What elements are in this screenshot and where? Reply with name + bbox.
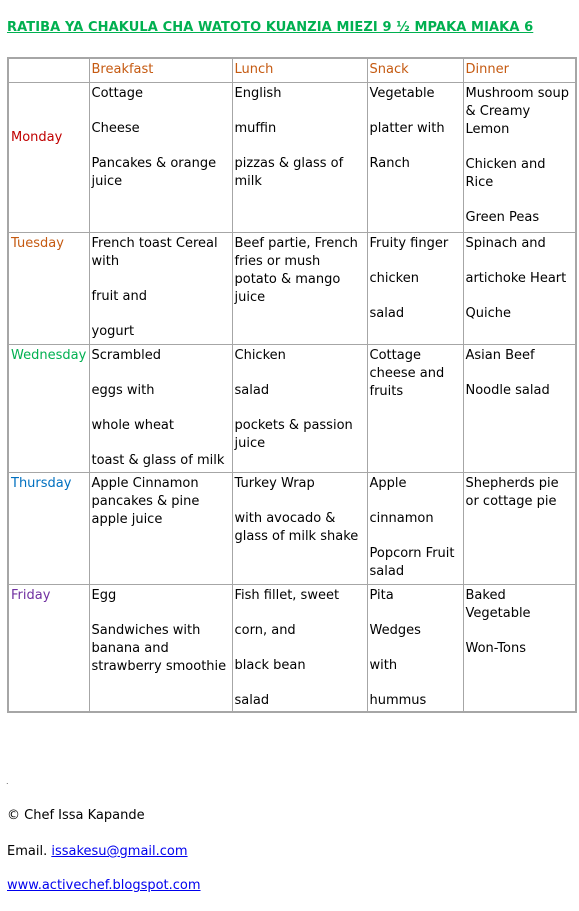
line-gap xyxy=(92,271,230,288)
meal-line: salad xyxy=(369,305,405,321)
meal-line: Ranch xyxy=(369,155,410,171)
line-gap xyxy=(466,623,574,640)
cell-dinner xyxy=(463,472,576,584)
table-row xyxy=(8,472,576,584)
day-name: Monday xyxy=(11,129,63,145)
line-gap xyxy=(370,528,461,545)
meal-line: Apple Cinnamon pancakes & pine apple juice xyxy=(91,475,200,527)
meal-line: Chicken and Rice xyxy=(465,156,546,190)
meal-line: Pancakes & orange juice xyxy=(91,155,217,189)
line-gap xyxy=(235,605,365,622)
meal-line: Egg xyxy=(91,587,117,603)
meal-line: Vegetable xyxy=(369,85,435,101)
meal-line: Popcorn Fruit salad xyxy=(369,545,455,579)
cell-lunch xyxy=(232,584,367,712)
meal-line: Quiche xyxy=(465,305,511,321)
meal-line: Chicken xyxy=(234,347,286,363)
line-gap xyxy=(92,138,230,155)
line-gap xyxy=(370,288,461,305)
email-link[interactable]: issakesu@gmail.com xyxy=(51,844,188,859)
cell-snack xyxy=(367,82,463,232)
day-label-monday xyxy=(8,82,89,232)
table-row xyxy=(8,584,576,712)
line-gap xyxy=(466,192,574,209)
meal-line: Fruity finger xyxy=(369,235,449,251)
day-name: Wednesday xyxy=(11,347,87,363)
cell-dinner xyxy=(463,344,576,472)
day-label-thursday xyxy=(8,472,89,584)
line-gap xyxy=(235,103,365,120)
meal-line: salad xyxy=(234,692,270,708)
line-gap xyxy=(370,640,461,657)
cell-snack xyxy=(367,232,463,344)
meal-line: whole wheat xyxy=(91,417,175,433)
header-snack: Snack xyxy=(367,58,463,82)
cell-snack xyxy=(367,584,463,712)
line-gap xyxy=(235,640,365,657)
line-gap xyxy=(92,400,230,417)
meal-line: Sandwiches with banana and strawberry smoothie xyxy=(91,622,227,674)
meal-line: Beef partie, French fries or mush potato & mango juice xyxy=(234,235,358,305)
cell-dinner xyxy=(463,584,576,712)
line-gap xyxy=(370,493,461,510)
meal-line: Won-Tons xyxy=(465,640,526,656)
meal-line: Baked Vegetable xyxy=(465,587,531,621)
header-corner xyxy=(8,58,89,82)
meal-line: Pita xyxy=(369,587,394,603)
stray-dot: . xyxy=(6,777,9,786)
meal-line: Scrambled xyxy=(91,347,161,363)
table-row xyxy=(8,82,576,232)
cell-breakfast xyxy=(89,584,232,712)
line-gap xyxy=(92,605,230,622)
meal-line: Turkey Wrap xyxy=(234,475,315,491)
line-gap xyxy=(235,675,365,692)
meal-line: Wedges xyxy=(369,622,421,638)
header-dinner: Dinner xyxy=(463,58,576,82)
copyright-text: © Chef Issa Kapande xyxy=(7,808,145,823)
meal-line: pockets & passion juice xyxy=(234,417,353,451)
meal-line: English xyxy=(234,85,282,101)
cell-lunch xyxy=(232,82,367,232)
meal-line: cinnamon xyxy=(369,510,434,526)
day-label-tuesday xyxy=(8,232,89,344)
meal-line: Green Peas xyxy=(465,209,540,225)
line-gap xyxy=(235,400,365,417)
line-gap xyxy=(92,435,230,452)
header-breakfast: Breakfast xyxy=(89,58,232,82)
line-gap xyxy=(466,253,574,270)
meal-line: pizzas & glass of milk xyxy=(234,155,344,189)
meal-line: Cottage cheese and fruits xyxy=(369,347,445,399)
line-gap xyxy=(466,288,574,305)
meal-line: Cheese xyxy=(91,120,140,136)
website-link[interactable]: www.activechef.blogspot.com xyxy=(7,878,201,893)
meal-line: corn, and xyxy=(234,622,296,638)
meal-line: yogurt xyxy=(91,323,135,339)
cell-snack xyxy=(367,472,463,584)
line-gap xyxy=(92,306,230,323)
meal-schedule-table xyxy=(7,57,577,713)
meal-line: with avocado & glass of milk shake xyxy=(234,510,359,544)
line-gap xyxy=(466,365,574,382)
cell-breakfast xyxy=(89,472,232,584)
meal-line: artichoke Heart xyxy=(465,270,567,286)
meal-line: Asian Beef xyxy=(465,347,535,363)
day-name: Thursday xyxy=(11,475,72,491)
meal-line: black bean xyxy=(234,657,306,673)
line-gap xyxy=(370,138,461,155)
meal-line: Noodle salad xyxy=(465,382,550,398)
line-gap xyxy=(370,103,461,120)
cell-lunch xyxy=(232,344,367,472)
line-gap xyxy=(370,675,461,692)
line-gap xyxy=(92,103,230,120)
meal-line: fruit and xyxy=(91,288,147,304)
cell-dinner xyxy=(463,232,576,344)
day-name: Tuesday xyxy=(11,235,64,251)
meal-line: hummus xyxy=(369,692,427,708)
meal-line: muffin xyxy=(234,120,277,136)
meal-line: platter with xyxy=(369,120,445,136)
cell-breakfast xyxy=(89,232,232,344)
line-gap xyxy=(235,493,365,510)
table-row xyxy=(8,232,576,344)
line-gap xyxy=(235,138,365,155)
page-title: RATIBA YA CHAKULA CHA WATOTO KUANZIA MIEZI 9 ½ MPAKA MIAKA 6 xyxy=(7,20,534,35)
meal-line: toast & glass of milk xyxy=(91,452,225,468)
line-gap xyxy=(235,365,365,382)
line-gap xyxy=(370,253,461,270)
table-row xyxy=(8,344,576,472)
day-name: Friday xyxy=(11,587,51,603)
meal-line: Fish fillet, sweet xyxy=(234,587,340,603)
website-line xyxy=(7,878,201,893)
meal-line: Shepherds pie or cottage pie xyxy=(465,475,559,509)
day-label-wednesday xyxy=(8,344,89,472)
meal-line: Spinach and xyxy=(465,235,546,251)
line-gap xyxy=(370,605,461,622)
meal-line: with xyxy=(369,657,398,673)
meal-line: Apple xyxy=(369,475,407,491)
meal-line: salad xyxy=(234,382,270,398)
cell-lunch xyxy=(232,232,367,344)
meal-line: chicken xyxy=(369,270,419,286)
day-label-friday xyxy=(8,584,89,712)
meal-line: Mushroom soup & Creamy Lemon xyxy=(465,85,569,137)
cell-breakfast xyxy=(89,82,232,232)
cell-snack xyxy=(367,344,463,472)
meal-line: French toast Cereal with xyxy=(91,235,218,269)
meal-line: Cottage xyxy=(91,85,143,101)
email-line xyxy=(7,844,188,859)
cell-breakfast xyxy=(89,344,232,472)
line-gap xyxy=(466,139,574,156)
cell-dinner xyxy=(463,82,576,232)
email-label: Email. xyxy=(7,844,48,859)
header-lunch: Lunch xyxy=(232,58,367,82)
table-header-row xyxy=(8,58,576,82)
meal-line: eggs with xyxy=(91,382,155,398)
cell-lunch xyxy=(232,472,367,584)
line-gap xyxy=(92,365,230,382)
